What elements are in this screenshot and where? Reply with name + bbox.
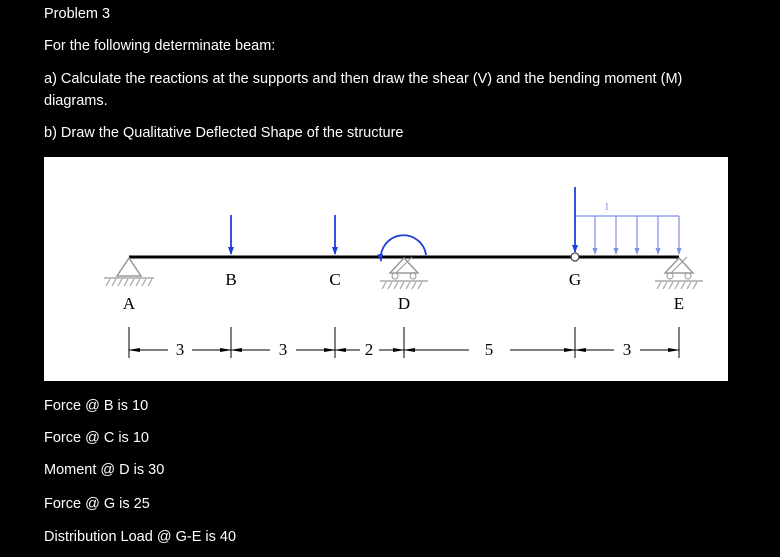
intro-text: For the following determinate beam:: [44, 38, 276, 54]
dim-cd: 2: [364, 340, 374, 359]
moment-d-text: Moment @ D is 30: [44, 462, 165, 478]
force-g-text: Force @ G is 25: [44, 496, 150, 512]
dim-ab: 3: [175, 340, 185, 359]
problem-title: Problem 3: [44, 6, 111, 22]
dim-bc: 3: [278, 340, 288, 359]
force-c-text: Force @ C is 10: [44, 430, 149, 446]
part-b-text: b) Draw the Qualitative Deflected Shape of the structure: [44, 125, 404, 141]
label-d: D: [397, 294, 411, 313]
hinge-g-icon: [571, 253, 579, 261]
label-c: C: [329, 270, 341, 289]
dim-ge: 3: [622, 340, 632, 359]
beam-diagram: [44, 157, 728, 381]
label-g: G: [568, 270, 582, 289]
distributed-load-label: 1: [604, 201, 610, 213]
label-a: A: [122, 294, 136, 313]
support-a-icon: [104, 258, 154, 286]
distributed-load-icon: [575, 216, 679, 254]
part-a-text-cont: diagrams.: [44, 93, 108, 109]
support-d-icon: [380, 257, 428, 289]
beam-figure: [44, 157, 728, 381]
label-e: E: [673, 294, 685, 313]
force-b-text: Force @ B is 10: [44, 398, 149, 414]
dim-dg: 5: [484, 340, 494, 359]
label-b: B: [225, 270, 237, 289]
part-a-text: a) Calculate the reactions at the supports and then draw the shear (V) and the bending moment (M): [44, 71, 683, 87]
support-e-icon: [655, 257, 703, 289]
dist-load-text: Distribution Load @ G-E is 40: [44, 529, 237, 545]
dimension-lines: [129, 327, 679, 358]
